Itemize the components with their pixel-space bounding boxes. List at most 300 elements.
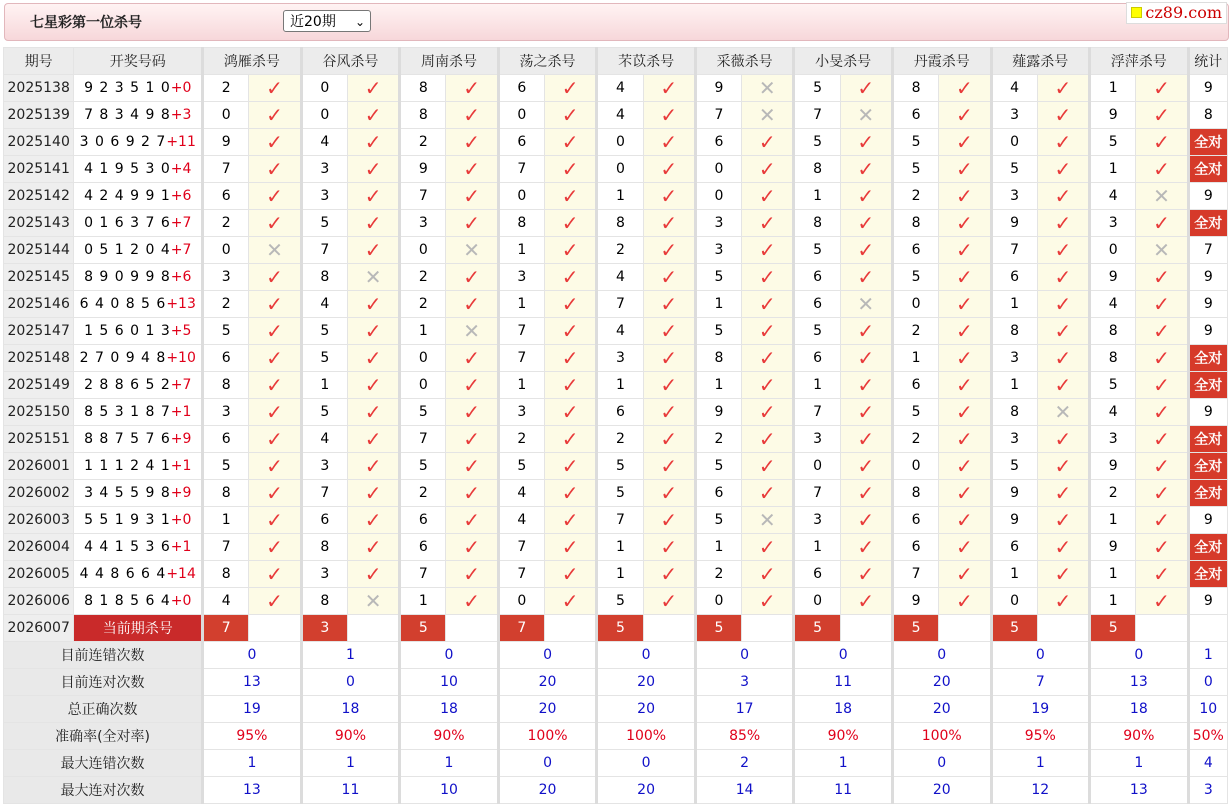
draw-digits: 4 4 8 6 6 4 (79, 566, 167, 582)
draw-numbers-cell (74, 453, 203, 480)
summary-value: 0 (301, 669, 400, 696)
kill-number-cell: 3 (203, 264, 249, 291)
kill-number-cell: 0 (301, 75, 347, 102)
site-logo[interactable] (1126, 2, 1227, 24)
kill-number-cell: 5 (892, 399, 938, 426)
kill-number-cell: 7 (498, 318, 544, 345)
check-icon: ✓ (758, 129, 776, 154)
result-mark-cell (1037, 291, 1089, 318)
kill-number-cell: 0 (695, 588, 741, 615)
kill-number-cell: 6 (597, 399, 643, 426)
blank-cell (840, 615, 892, 642)
result-mark-cell (446, 399, 498, 426)
summary-value: 90% (794, 723, 893, 750)
check-icon: ✓ (364, 372, 382, 397)
result-mark-cell (939, 75, 991, 102)
check-icon: ✓ (266, 534, 283, 559)
blank-cell (446, 615, 498, 642)
result-mark-cell (939, 318, 991, 345)
kill-number-cell: 1 (991, 561, 1037, 588)
check-icon: ✓ (660, 399, 678, 424)
check-icon: ✓ (266, 345, 283, 370)
summary-label: 最大连对次数 (4, 777, 203, 804)
kill-number-cell: 1 (695, 372, 741, 399)
kill-number-cell: 6 (400, 534, 446, 561)
check-icon: ✓ (561, 75, 579, 100)
result-mark-cell (1037, 426, 1089, 453)
kill-number-cell: 1 (695, 291, 741, 318)
check-icon: ✓ (857, 210, 875, 235)
kill-number-cell: 8 (794, 156, 840, 183)
summary-value: 0 (597, 750, 696, 777)
result-mark-cell (742, 561, 794, 588)
draw-numbers-cell (74, 129, 203, 156)
result-mark-cell (1037, 75, 1089, 102)
check-icon: ✓ (955, 588, 973, 613)
check-icon: ✓ (857, 453, 875, 478)
result-mark-cell (939, 399, 991, 426)
result-mark-cell (742, 453, 794, 480)
draw-numbers-cell (74, 345, 203, 372)
check-icon: ✓ (1153, 399, 1170, 424)
result-mark-cell (742, 129, 794, 156)
kill-number-cell: 0 (203, 102, 249, 129)
result-mark-cell (840, 480, 892, 507)
check-icon: ✓ (955, 507, 973, 532)
kill-number-cell: 3 (498, 399, 544, 426)
check-icon: ✓ (463, 534, 480, 559)
summary-value: 20 (597, 669, 696, 696)
period-cell: 2026002 (4, 480, 74, 507)
check-icon: ✓ (463, 507, 480, 532)
result-mark-cell (1136, 588, 1188, 615)
kill-number-cell: 1 (597, 534, 643, 561)
kill-number-cell: 5 (991, 156, 1037, 183)
table-row (4, 291, 1228, 318)
kill-number-cell: 8 (695, 345, 741, 372)
result-mark-cell (1037, 210, 1089, 237)
result-mark-cell (840, 102, 892, 129)
result-mark-cell (1037, 318, 1089, 345)
kill-number-cell: 6 (203, 183, 249, 210)
check-icon: ✓ (266, 426, 283, 451)
kill-number-cell: 4 (498, 507, 544, 534)
check-icon: ✓ (857, 588, 875, 613)
check-icon: ✓ (1054, 102, 1072, 127)
result-mark-cell (742, 156, 794, 183)
kill-number-cell: 6 (400, 507, 446, 534)
result-mark-cell (643, 237, 695, 264)
kill-number-cell: 0 (498, 588, 544, 615)
stat-cell: 9 (1188, 183, 1227, 210)
result-mark-cell (1136, 156, 1188, 183)
col-header-expert: 芣苡杀号 (597, 48, 696, 75)
summary-row (4, 777, 1228, 804)
result-mark-cell (446, 156, 498, 183)
check-icon: ✓ (561, 237, 579, 262)
check-icon: ✓ (1054, 588, 1072, 613)
check-icon: ✓ (758, 345, 776, 370)
result-mark-cell (742, 480, 794, 507)
result-mark-cell (347, 372, 399, 399)
result-mark-cell (545, 561, 597, 588)
result-mark-cell (840, 264, 892, 291)
summary-value: 13 (203, 669, 302, 696)
result-mark-cell (347, 399, 399, 426)
result-mark-cell (545, 291, 597, 318)
check-icon: ✓ (364, 561, 382, 586)
draw-numbers-cell (74, 426, 203, 453)
table-row (4, 507, 1228, 534)
check-icon: ✓ (660, 318, 678, 343)
result-mark-cell (840, 237, 892, 264)
summary-value: 1 (301, 642, 400, 669)
result-mark-cell (446, 210, 498, 237)
summary-value: 2 (695, 750, 794, 777)
result-mark-cell (643, 588, 695, 615)
draw-extra: +6 (170, 188, 192, 204)
table-row (4, 453, 1228, 480)
check-icon: ✓ (1054, 480, 1072, 505)
check-icon: ✓ (266, 102, 283, 127)
page-title: 七星彩第一位杀号 (30, 15, 142, 31)
result-mark-cell (249, 210, 301, 237)
kill-number-cell: 4 (991, 75, 1037, 102)
result-mark-cell (643, 129, 695, 156)
kill-number-cell: 5 (597, 480, 643, 507)
check-icon: ✓ (266, 129, 283, 154)
kill-number-cell: 3 (991, 102, 1037, 129)
draw-numbers-cell (74, 588, 203, 615)
table-row (4, 102, 1228, 129)
result-mark-cell (1136, 237, 1188, 264)
check-icon: ✓ (1054, 183, 1072, 208)
check-icon: ✓ (364, 183, 382, 208)
kill-number-cell: 5 (892, 129, 938, 156)
period-cell: 2025139 (4, 102, 74, 129)
summary-value: 19 (203, 696, 302, 723)
period-cell: 2026007 (4, 615, 74, 642)
result-mark-cell (1037, 102, 1089, 129)
result-mark-cell (840, 507, 892, 534)
summary-value: 12 (991, 777, 1090, 804)
stat-cell: 全对 (1188, 480, 1227, 507)
check-icon: ✓ (758, 426, 776, 451)
check-icon: ✓ (1054, 129, 1072, 154)
kill-number-cell: 1 (597, 183, 643, 210)
kill-number-cell: 7 (597, 507, 643, 534)
result-mark-cell (446, 183, 498, 210)
check-icon: ✓ (364, 426, 382, 451)
check-icon: ✓ (1054, 561, 1072, 586)
check-icon: ✓ (1153, 507, 1170, 532)
check-icon: ✓ (660, 237, 678, 262)
stat-cell: 全对 (1188, 426, 1227, 453)
kill-number-cell: 8 (498, 210, 544, 237)
blank-cell (347, 615, 399, 642)
table-row (4, 210, 1228, 237)
kill-number-cell: 0 (400, 372, 446, 399)
kill-number-cell: 3 (991, 183, 1037, 210)
result-mark-cell (643, 102, 695, 129)
draw-digits: 0 1 6 3 7 6 (84, 215, 171, 231)
draw-digits: 9 2 3 5 1 0 (84, 80, 171, 96)
check-icon: ✓ (955, 318, 973, 343)
summary-value: 20 (498, 669, 597, 696)
result-mark-cell (249, 156, 301, 183)
result-mark-cell (1136, 426, 1188, 453)
kill-number-cell: 7 (203, 534, 249, 561)
summary-label: 目前连对次数 (4, 669, 203, 696)
kill-number-cell: 6 (991, 264, 1037, 291)
stat-cell: 9 (1188, 264, 1227, 291)
kill-number-cell: 9 (991, 210, 1037, 237)
result-mark-cell (446, 129, 498, 156)
result-mark-cell (1136, 129, 1188, 156)
stat-cell: 全对 (1188, 534, 1227, 561)
summary-value: 20 (597, 696, 696, 723)
kill-number-cell: 5 (794, 318, 840, 345)
kill-number-cell: 0 (498, 183, 544, 210)
result-mark-cell (1136, 318, 1188, 345)
period-cell: 2025142 (4, 183, 74, 210)
kill-number-cell: 4 (301, 426, 347, 453)
check-icon: ✓ (857, 264, 875, 289)
kill-number-cell: 7 (597, 291, 643, 318)
period-cell: 2025148 (4, 345, 74, 372)
result-mark-cell (1136, 534, 1188, 561)
kill-number-cell: 9 (1090, 534, 1136, 561)
check-icon: ✓ (857, 318, 875, 343)
check-icon: ✓ (857, 372, 875, 397)
check-icon: ✓ (463, 372, 480, 397)
result-mark-cell (249, 237, 301, 264)
draw-extra: +6 (170, 269, 192, 285)
kill-number-cell: 8 (991, 399, 1037, 426)
kill-number-cell: 8 (892, 210, 938, 237)
draw-numbers-cell (74, 372, 203, 399)
blank-cell (545, 615, 597, 642)
cross-icon: ✕ (758, 75, 776, 100)
kill-number-cell: 3 (695, 210, 741, 237)
check-icon: ✓ (1153, 534, 1170, 559)
check-icon: ✓ (955, 129, 973, 154)
kill-number-cell: 5 (203, 318, 249, 345)
kill-number-cell: 7 (400, 426, 446, 453)
check-icon: ✓ (1054, 453, 1072, 478)
kill-number-cell: 1 (597, 561, 643, 588)
check-icon: ✓ (561, 345, 579, 370)
kill-number-cell: 3 (301, 453, 347, 480)
result-mark-cell (545, 264, 597, 291)
summary-value: 85% (695, 723, 794, 750)
draw-extra: +0 (170, 593, 192, 609)
result-mark-cell (840, 534, 892, 561)
kill-number-cell: 8 (400, 102, 446, 129)
kill-number-cell: 7 (695, 102, 741, 129)
check-icon: ✓ (463, 210, 480, 235)
result-mark-cell (742, 426, 794, 453)
result-mark-cell (446, 264, 498, 291)
result-mark-cell (249, 345, 301, 372)
kill-number-cell: 0 (892, 453, 938, 480)
check-icon: ✓ (857, 237, 875, 262)
draw-digits: 3 4 5 5 9 8 (84, 485, 171, 501)
summary-stat: 3 (1188, 777, 1227, 804)
check-icon: ✓ (955, 237, 973, 262)
summary-value: 100% (597, 723, 696, 750)
result-mark-cell (347, 102, 399, 129)
check-icon: ✓ (857, 534, 875, 559)
check-icon: ✓ (1054, 264, 1072, 289)
result-mark-cell (446, 318, 498, 345)
kill-number-cell: 8 (301, 588, 347, 615)
check-icon: ✓ (463, 480, 480, 505)
draw-digits: 8 9 0 9 9 8 (84, 269, 171, 285)
check-icon: ✓ (758, 534, 776, 559)
result-mark-cell (1136, 291, 1188, 318)
result-mark-cell (1037, 507, 1089, 534)
summary-label: 最大连错次数 (4, 750, 203, 777)
period-range-select[interactable] (283, 10, 371, 32)
check-icon: ✓ (561, 426, 579, 451)
check-icon: ✓ (1153, 102, 1170, 127)
kill-number-cell: 1 (695, 534, 741, 561)
kill-number-cell: 6 (794, 561, 840, 588)
kill-number-cell: 4 (1090, 291, 1136, 318)
col-header-draw: 开奖号码 (74, 48, 203, 75)
check-icon: ✓ (660, 588, 678, 613)
table-row (4, 183, 1228, 210)
result-mark-cell (545, 426, 597, 453)
kill-number-cell: 5 (991, 453, 1037, 480)
kill-number-cell: 0 (203, 237, 249, 264)
result-mark-cell (249, 426, 301, 453)
draw-digits: 4 4 1 5 3 6 (84, 539, 171, 555)
summary-label: 总正确次数 (4, 696, 203, 723)
result-mark-cell (545, 318, 597, 345)
result-mark-cell (249, 318, 301, 345)
check-icon: ✓ (561, 318, 579, 343)
check-icon: ✓ (758, 372, 776, 397)
draw-digits: 1 5 6 0 1 3 (84, 323, 171, 339)
col-header-expert: 鸿雁杀号 (203, 48, 302, 75)
check-icon: ✓ (561, 156, 579, 181)
kill-number-cell: 0 (794, 453, 840, 480)
check-icon: ✓ (561, 399, 579, 424)
check-icon: ✓ (758, 318, 776, 343)
draw-digits: 5 5 1 9 3 1 (84, 512, 171, 528)
check-icon: ✓ (364, 318, 382, 343)
result-mark-cell (643, 75, 695, 102)
kill-number-cell: 6 (991, 534, 1037, 561)
check-icon: ✓ (1153, 264, 1170, 289)
result-mark-cell (347, 561, 399, 588)
summary-value: 0 (400, 642, 499, 669)
summary-value: 1 (400, 750, 499, 777)
result-mark-cell (742, 237, 794, 264)
kill-number-cell: 0 (991, 588, 1037, 615)
col-header-stats: 统计 (1188, 48, 1227, 75)
table-row (4, 318, 1228, 345)
summary-value: 13 (1090, 669, 1189, 696)
draw-numbers-cell (74, 507, 203, 534)
kill-number-cell: 2 (597, 426, 643, 453)
result-mark-cell (249, 588, 301, 615)
result-mark-cell (742, 507, 794, 534)
draw-numbers-cell (74, 318, 203, 345)
kill-number-cell: 5 (892, 264, 938, 291)
kill-number-cell: 7 (498, 345, 544, 372)
check-icon: ✓ (955, 480, 973, 505)
draw-digits: 8 1 8 5 6 4 (84, 593, 171, 609)
kill-number-cell: 0 (498, 102, 544, 129)
result-mark-cell (643, 264, 695, 291)
result-mark-cell (840, 345, 892, 372)
summary-value: 95% (203, 723, 302, 750)
result-mark-cell (1037, 129, 1089, 156)
kill-number-cell: 0 (400, 345, 446, 372)
draw-extra: +10 (166, 350, 196, 366)
draw-extra: +4 (170, 161, 192, 177)
check-icon: ✓ (364, 210, 382, 235)
result-mark-cell (446, 102, 498, 129)
check-icon: ✓ (955, 453, 973, 478)
draw-extra: +9 (170, 485, 192, 501)
summary-value: 14 (695, 777, 794, 804)
kill-number-cell: 1 (794, 534, 840, 561)
summary-value: 0 (1090, 642, 1189, 669)
check-icon: ✓ (364, 534, 382, 559)
result-mark-cell (840, 75, 892, 102)
result-mark-cell (742, 183, 794, 210)
kill-number-cell: 7 (498, 156, 544, 183)
kill-number-cell: 2 (695, 426, 741, 453)
kill-number-cell: 1 (498, 237, 544, 264)
check-icon: ✓ (660, 345, 678, 370)
period-cell: 2025145 (4, 264, 74, 291)
result-mark-cell (742, 345, 794, 372)
summary-stat: 1 (1188, 642, 1227, 669)
logo-square-icon (1131, 7, 1142, 18)
check-icon: ✓ (561, 210, 579, 235)
check-icon: ✓ (1153, 480, 1170, 505)
result-mark-cell (643, 345, 695, 372)
draw-digits: 8 5 3 1 8 7 (84, 404, 171, 420)
kill-number-cell: 9 (400, 156, 446, 183)
result-mark-cell (1037, 183, 1089, 210)
result-mark-cell (545, 399, 597, 426)
check-icon: ✓ (857, 345, 875, 370)
check-icon: ✓ (561, 183, 579, 208)
result-mark-cell (643, 183, 695, 210)
kill-number-cell: 5 (892, 156, 938, 183)
result-mark-cell (446, 291, 498, 318)
kill-number-cell: 7 (498, 561, 544, 588)
result-mark-cell (347, 156, 399, 183)
current-kill-number: 5 (991, 615, 1037, 642)
check-icon: ✓ (660, 534, 678, 559)
check-icon: ✓ (266, 453, 283, 478)
result-mark-cell (249, 399, 301, 426)
check-icon: ✓ (1153, 156, 1170, 181)
table-row (4, 534, 1228, 561)
summary-value: 0 (991, 642, 1090, 669)
check-icon: ✓ (463, 183, 480, 208)
result-mark-cell (249, 264, 301, 291)
result-mark-cell (347, 480, 399, 507)
check-icon: ✓ (463, 156, 480, 181)
